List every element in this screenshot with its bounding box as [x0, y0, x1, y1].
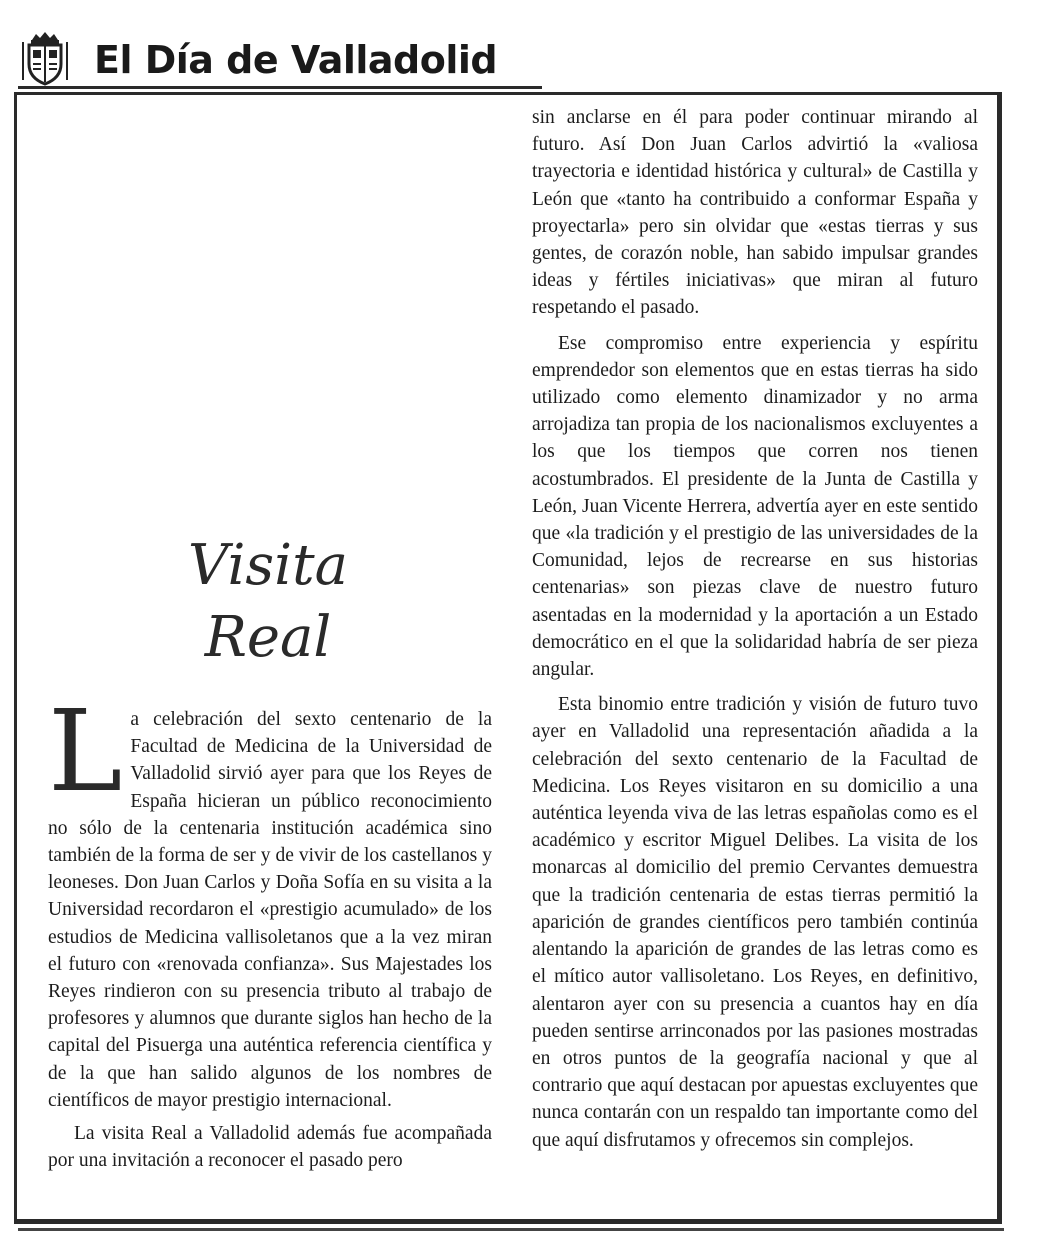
frame-shadow-rule	[18, 1228, 1004, 1231]
newspaper-masthead: El Día de Valladolid	[94, 38, 498, 82]
left-column	[48, 687, 492, 1174]
paragraph-4: Ese compromiso entre experiencia y espíritu emprendedor son elementos que en estas tierras ha sido utilizado como elemento dinamizador y no arma arrojadiza tan propia de los nacionalismos excluyentes a los que los tiempos que corren nos tienen acostumbrados. El presidente de la Junta de Castilla y León, Juan Vicente Herrera, advertía ayer en este sentido que «la tradición y el prestigio de las universidades de la Comunidad, lejos de recrearse en sus historias centenarias» son piezas clave de nuestro futuro asentadas en la modernidad y la aportación a un Estado democrático en el que la solidaridad habría de ser pieza angular.	[532, 332, 978, 681]
city-coat-of-arms-icon	[20, 30, 70, 86]
masthead-header	[18, 22, 548, 90]
right-column	[532, 104, 978, 1154]
paragraph-1	[48, 687, 492, 1114]
masthead-rule	[18, 86, 542, 89]
title-line-2: Real	[204, 605, 332, 670]
title-line-1: Visita	[188, 533, 348, 598]
drop-cap: L	[48, 687, 123, 817]
article-title	[150, 530, 386, 674]
paragraph-1-text: a celebración del sexto centenario de la Facultad de Medicina de la Universidad de Valladolid sirvió ayer para que los Reyes de España hicieran un público reconocimiento no sólo de la centenaria institución académica sino también de la forma de ser y de vivir de los castellanos y leoneses. Don Juan Carlos y Doña Sofía en su visita a la Universidad recordaron el «prestigio acumulado» de los estudios de Medicina vallisoletanos que a la vez miran el futuro con «renovada confianza». Sus Majestades los Reyes rindieron con su presencia tributo al trabajo de profesores y alumnos que durante siglos han hecho de la capital del Pisuerga una auténtica referencia científica y de la que han salido algunos de los nombres de científicos de mayor prestigio internacional.	[48, 709, 492, 1111]
paragraph-2: La visita Real a Valladolid además fue acompañada por una invitación a reconocer el pasado pero	[48, 1123, 492, 1172]
paragraph-5: Esta binomio entre tradición y visión de futuro tuvo ayer en Valladolid una representación añadida a la celebración del sexto centenario de la Facultad de Medicina. Los Reyes visitaron en su domicilio a una auténtica leyenda viva de las letras españolas como es el académico y escritor Miguel Delibes. La visita de los monarcas al domicilio del premio Cervantes demuestra que la tradición centenaria de estas tierras permitió la aparición de grandes científicos pero también continúa alentando la aparición de grandes de las letras como es el mítico autor vallisoletano. Los Reyes, en definitivo, alentaron ayer con su presencia a cuantos hay en día pueden sentirse arrinconados por las pasiones mostradas en otros puntos de la geografía nacional y que al contrario que aquí destacan por apuestas excluyentes que nunca contarán con un respaldo tan importante como del que aquí disfrutamos y ofrecemos sin complejos.	[532, 694, 978, 1151]
paragraph-3: sin anclarse en él para poder continuar mirando al futuro. Así Don Juan Carlos advirtió la «valiosa trayectoria e identidad histórica y cultural» de Castilla y León que «tanto ha contribuido a conformar España y proyectarla» pero sin olvidar que «estas tierras y sus gentes, de corazón noble, han sabido impulsar grandes ideas y fértiles iniciativas» que miran al futuro respetando el pasado.	[532, 107, 978, 319]
